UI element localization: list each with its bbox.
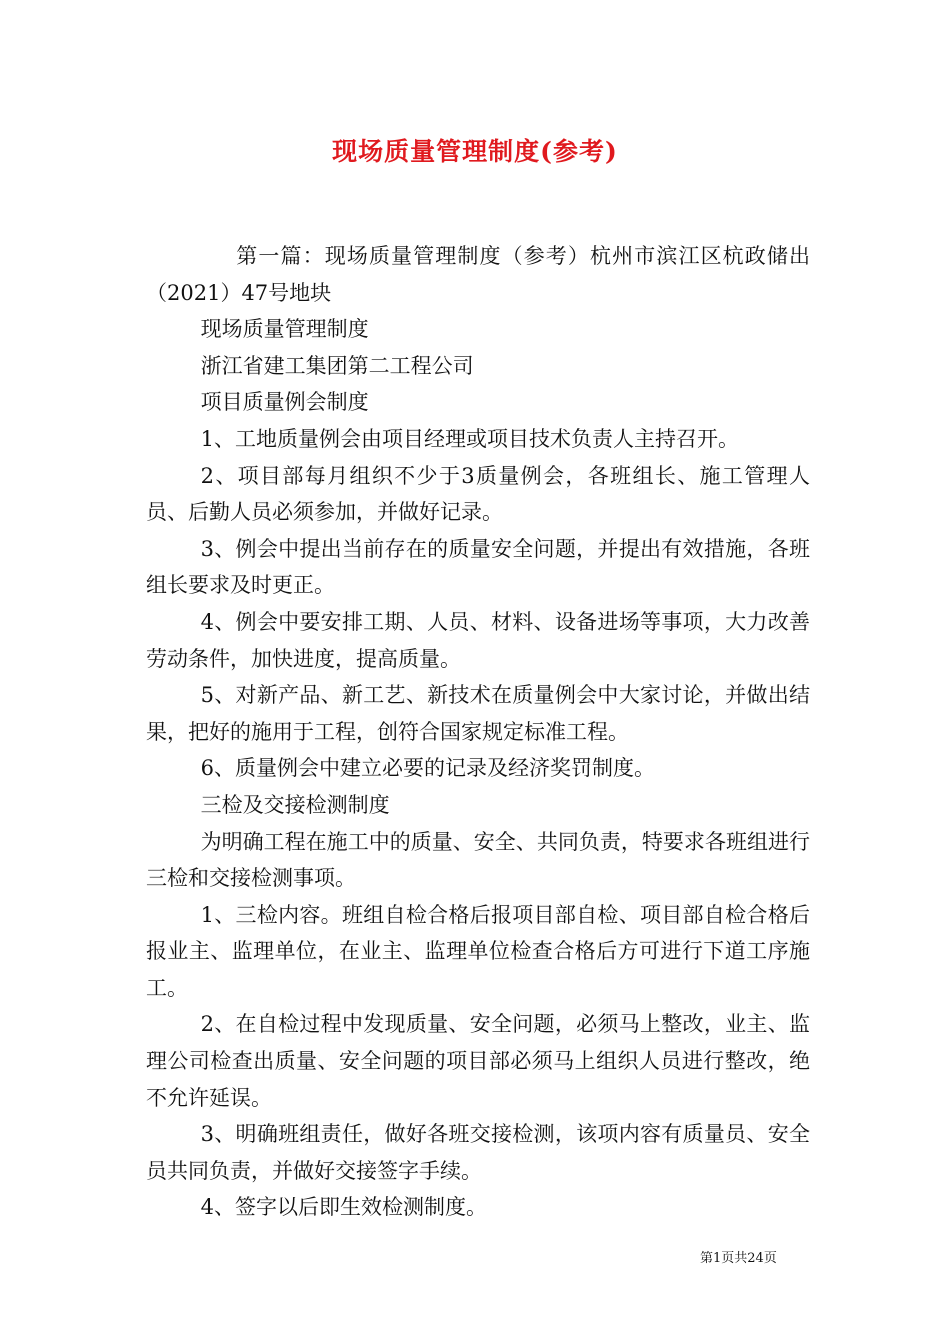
paragraph-intro: 第一篇：现场质量管理制度（参考）杭州市滨江区杭政储出（2021）47号地块	[146, 244, 810, 305]
paragraph-inspection-item-3: 3、明确班组责任，做好各班交接检测，该项内容有质量员、安全员共同负责，并做好交接签字手续。	[146, 1122, 810, 1183]
paragraph-meeting-item-2: 2、项目部每月组织不少于3质量例会，各班组长、施工管理人员、后勤人员必须参加，并做好记录。	[146, 463, 810, 525]
paragraph-meeting-item-6: 6、质量例会中建立必要的记录及经济奖罚制度。	[200, 756, 655, 781]
document-body	[146, 238, 810, 1226]
paragraph-inspection-item-2: 2、在自检过程中发现质量、安全问题，必须马上整改，业主、监理公司检查出质量、安全问题的项目部必须马上组织人员进行整改，绝不允许延误。	[146, 1012, 810, 1110]
paragraph-meeting-item-5: 5、对新产品、新工艺、新技术在质量例会中大家讨论，并做出结果，把好的施用于工程，创符合国家规定标准工程。	[146, 683, 810, 744]
paragraph-heading-inspection: 三检及交接检测制度	[200, 792, 390, 817]
paragraph-heading-system: 现场质量管理制度	[200, 317, 369, 342]
paragraph-inspection-intro: 为明确工程在施工中的质量、安全、共同负责，特要求各班组进行三检和交接检测事项。	[146, 829, 810, 891]
paragraph-inspection-item-4: 4、签字以后即生效检测制度。	[200, 1195, 487, 1220]
document-title: 现场质量管理制度(参考)	[332, 137, 618, 166]
page-number: 第1页共24页	[700, 1251, 777, 1266]
paragraph-meeting-item-4: 4、例会中要安排工期、人员、材料、设备进场等事项，大力改善劳动条件，加快进度，提高质量。	[146, 609, 810, 671]
paragraph-company: 浙江省建工集团第二工程公司	[200, 353, 474, 378]
paragraph-inspection-item-1: 1、三检内容。班组自检合格后报项目部自检、项目部自检合格后报业主、监理单位，在业主、监理单位检查合格后方可进行下道工序施工。	[146, 902, 810, 1000]
paragraph-meeting-item-1: 1、工地质量例会由项目经理或项目技术负责人主持召开。	[200, 426, 739, 451]
paragraph-meeting-item-3: 3、例会中提出当前存在的质量安全问题，并提出有效措施，各班组长要求及时更正。	[146, 536, 810, 598]
paragraph-heading-meeting: 项目质量例会制度	[200, 390, 369, 415]
